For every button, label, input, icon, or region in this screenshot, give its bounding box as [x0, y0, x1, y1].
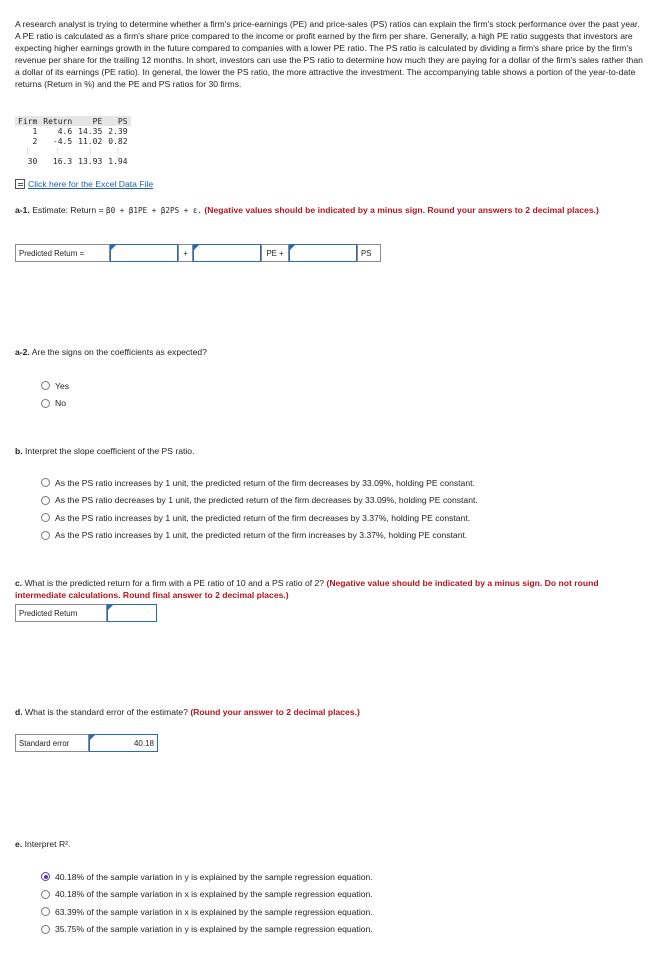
question-text: Are the signs on the coefficients as expected?	[31, 347, 207, 357]
col-header-return: Return	[40, 116, 75, 126]
radio-button[interactable]	[41, 907, 50, 916]
cell: -4.5	[52, 136, 73, 146]
question-text: What is the predicted return for a firm with a PE ratio of 10 and a PS ratio of 2?	[24, 578, 325, 588]
predicted-return-field	[15, 604, 157, 622]
option-label: As the PS ratio decreases by 1 unit, the predicted return of the firm decreases by 33.09%, holding PE constant.	[55, 495, 478, 506]
question-text: What is the standard error of the estimate?	[25, 707, 188, 717]
instruction: (Negative values should be indicated by a minus sign. Round your answers to 2 decimal places.)	[204, 205, 599, 215]
cell: 14.35	[78, 126, 103, 136]
data-table	[15, 116, 131, 166]
ellipsis-row	[15, 146, 131, 156]
option-label: 63.39% of the sample variation in x is explained by the sample regression equation.	[55, 906, 373, 917]
question-label: e.	[15, 839, 23, 849]
option[interactable]	[41, 492, 478, 510]
table-row	[15, 136, 131, 146]
option[interactable]	[41, 868, 373, 886]
table-row	[15, 126, 131, 136]
question-label: a-1.	[15, 205, 30, 215]
e-options	[41, 868, 373, 938]
problem-intro: A research analyst is trying to determine whether a firm's price-earnings (PE) and price-sales (PS) ratios can explain the firm's stock performance over the past year. A PE ratio is calculated as a firm's share price compared to the income or profit earned by the firm per share. Generally, a high PE ratio suggests that investors are expecting higher earnings growth in the future compared to companies with a lower PE ratio. The PS ratio is calculated by dividing a firm's share price by the firm's revenue per share for the trailing 12 months. In short, investors can use the PS ratio to determine how much they are paying for a dollar of the firm's sales rather than a dollar of its earnings (PE ratio). In general, the lower the PS ratio, the more attractive the investment. The accompanying table shows a portion of the year-to-date returns (Return in %) and the PE and PS ratios for 30 firms.	[15, 19, 643, 89]
option[interactable]	[41, 903, 373, 921]
question-text: Interpret the slope coefficient of the PS ratio.	[25, 446, 195, 456]
option-label: 40.18% of the sample variation in x is explained by the sample regression equation.	[55, 889, 373, 900]
option-label: As the PS ratio increases by 1 unit, the predicted return of the firm decreases by 3.37%, holding PE constant.	[55, 512, 471, 523]
instruction: (Negative value should be indicated by a minus sign. Do not round intermediate calculations. Round final answer to 2 decimal places.)	[15, 578, 599, 600]
ps-coef-input[interactable]	[289, 244, 357, 262]
excel-link[interactable]	[15, 179, 153, 189]
table-row	[15, 156, 131, 166]
radio-button[interactable]	[41, 496, 50, 505]
radio-button-selected[interactable]	[41, 872, 50, 881]
option-label: No	[55, 398, 66, 409]
predicted-return-input[interactable]	[107, 604, 157, 622]
cell: 1	[32, 126, 38, 136]
radio-button[interactable]	[41, 478, 50, 487]
intercept-input[interactable]	[110, 244, 178, 262]
option-label: 40.18% of the sample variation in y is explained by the sample regression equation.	[55, 871, 373, 882]
ellipsis: ⋮	[54, 147, 62, 155]
ellipsis: ⋮	[86, 147, 94, 155]
file-icon	[15, 179, 25, 189]
cell: 4.6	[57, 126, 73, 136]
option[interactable]	[41, 527, 478, 545]
option-yes[interactable]	[41, 377, 69, 395]
plus-label: +	[178, 244, 193, 262]
cell: 1.94	[108, 156, 128, 166]
instruction: (Round your answer to 2 decimal places.)	[190, 707, 360, 717]
option[interactable]	[41, 474, 478, 492]
standard-error-field	[15, 734, 158, 752]
regression-inputs	[15, 244, 381, 262]
cell: 0.82	[108, 136, 128, 146]
cell: 2.39	[108, 126, 128, 136]
question-e	[15, 838, 70, 850]
cell: 30	[27, 156, 38, 166]
ellipsis: ⋮	[24, 147, 32, 155]
question-d	[15, 706, 360, 718]
col-header-pe: PE	[75, 116, 105, 126]
question-text: Interpret R².	[24, 839, 71, 849]
option[interactable]	[41, 886, 373, 904]
col-header-ps: PS	[105, 116, 130, 126]
pe-label: PE +	[261, 244, 289, 262]
radio-button[interactable]	[41, 531, 50, 540]
a2-options	[41, 377, 69, 412]
col-header-firm: Firm	[15, 116, 40, 126]
cell: 13.93	[78, 156, 103, 166]
option[interactable]	[41, 921, 373, 939]
b-options	[41, 474, 478, 544]
radio-button[interactable]	[41, 890, 50, 899]
standard-error-label: Standard error	[15, 734, 89, 752]
excel-link-text[interactable]: Click here for the Excel Data File	[28, 179, 154, 189]
radio-button[interactable]	[41, 925, 50, 934]
ellipsis: ⋮	[114, 147, 122, 155]
standard-error-input[interactable]: 40.18	[89, 734, 158, 752]
question-label: b.	[15, 446, 23, 456]
radio-button[interactable]	[41, 513, 50, 522]
cell: 2	[32, 136, 38, 146]
option-label: Yes	[55, 380, 70, 391]
radio-button[interactable]	[41, 381, 50, 390]
option-label: As the PS ratio increases by 1 unit, the predicted return of the firm decreases by 33.09%, holding PE constant.	[55, 477, 475, 488]
option[interactable]	[41, 509, 478, 527]
cell: 16.3	[52, 156, 73, 166]
option-label: As the PS ratio increases by 1 unit, the predicted return of the firm increases by 3.37%, holding PE constant.	[55, 530, 468, 541]
question-c	[15, 577, 645, 601]
option-no[interactable]	[41, 395, 69, 413]
equation: β0 + β1PE + β2PS + ε.	[106, 206, 203, 215]
question-a1	[15, 204, 645, 217]
question-a2	[15, 346, 207, 358]
predicted-return-label: Predicted Return	[15, 604, 107, 622]
question-b	[15, 445, 194, 457]
ps-label: PS	[357, 244, 381, 262]
predicted-return-label: Predicted Return =	[15, 244, 110, 262]
option-label: 35.75% of the sample variation in y is explained by the sample regression equation.	[55, 924, 373, 935]
question-label: d.	[15, 707, 23, 717]
question-label: c.	[15, 578, 23, 588]
question-text: Estimate: Return =	[32, 205, 104, 215]
cell: 11.02	[78, 136, 103, 146]
pe-coef-input[interactable]	[193, 244, 261, 262]
radio-button[interactable]	[41, 399, 50, 408]
question-label: a-2.	[15, 347, 30, 357]
